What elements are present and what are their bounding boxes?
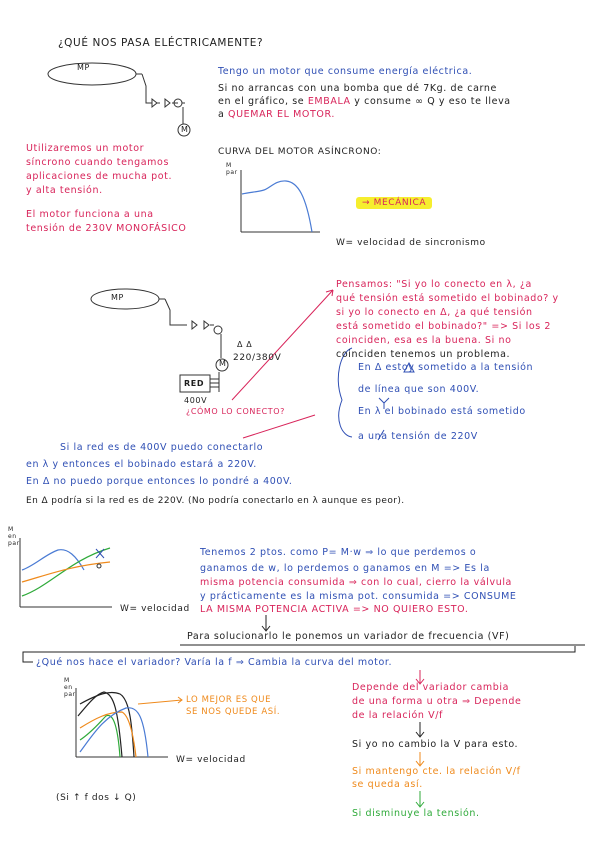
s2-blue-line-3: En Δ no puedo porque entonces lo pondré a 400V. bbox=[26, 476, 293, 487]
s4-orange-line-1: Si mantengo cte. la relación V/f bbox=[352, 766, 521, 777]
mecanica-highlight: → MECÁNICA bbox=[356, 198, 432, 209]
mejor-line-2: SE NOS QUEDE ASÍ. bbox=[186, 707, 281, 717]
s1-line-2: Si no arrancas con una bomba que dé 7Kg. de carne bbox=[218, 83, 497, 94]
pensamos-line-4: está sometido el bobinado?" => Si los 2 bbox=[336, 321, 552, 332]
s1-red-line-1: El motor funciona a una bbox=[26, 209, 154, 220]
axis-x-bottom: W= velocidad bbox=[176, 755, 246, 765]
s4-pink-line-2: de una forma u otra ⇒ Depende bbox=[352, 696, 522, 707]
star-line-2: a una tensión de 220V bbox=[358, 431, 478, 442]
axis-x-top: W= velocidad de sincronismo bbox=[336, 238, 486, 248]
mejor-line-1: LO MEJOR ES QUE bbox=[186, 695, 272, 705]
axis-x-mid: W= velocidad bbox=[120, 604, 190, 614]
pensamos-line-6: coinciden tenemos un problema. bbox=[336, 349, 511, 360]
s4-orange-line-2: se queda así. bbox=[352, 779, 423, 790]
s3-blue-line-1: Tenemos 2 ptos. como P= M·w ⇒ lo que perdemos o bbox=[200, 547, 477, 558]
quemar-word: QUEMAR EL MOTOR. bbox=[228, 109, 335, 120]
s1-pink-line-3: aplicaciones de mucha pot. bbox=[26, 171, 173, 182]
mp-diagram-top bbox=[48, 63, 190, 136]
motor-label-mid: M bbox=[219, 359, 227, 368]
pensamos-line-3: si yo lo conecto en Δ, ¿a qué tensión bbox=[336, 307, 533, 318]
pensamos-line-1: Pensamos: "Si yo lo conecto en λ, ¿a bbox=[336, 279, 532, 290]
s4-pink-line-3: de la relación V/f bbox=[352, 710, 443, 721]
s2-blue-line-1: Si la red es de 400V puedo conectarlo bbox=[60, 442, 264, 453]
s4-green-line: Si disminuye la tensión. bbox=[352, 808, 480, 819]
star-line-1: En λ el bobinado está sometido bbox=[358, 406, 526, 417]
pensamos-line-2: qué tensión está sometido el bobinado? y bbox=[336, 293, 559, 304]
s3-line-3: misma potencia consumida ⇒ con lo cual, cierro la válvula bbox=[200, 577, 512, 588]
s1-pink-line-1: Utilizaremos un motor bbox=[26, 143, 145, 154]
page-title: ¿QUÉ NOS PASA ELÉCTRICAMENTE? bbox=[58, 37, 264, 49]
delta-line-2: de línea que son 400V. bbox=[358, 384, 480, 395]
mp-diagram-mid bbox=[91, 289, 228, 392]
pensamos-line-5: coinciden, esa es la buena. Si no bbox=[336, 335, 512, 346]
axis-y-bottom: M en par bbox=[64, 677, 76, 699]
s3-red-line-5: LA MISMA POTENCIA ACTIVA => NO QUIERO ESTO. bbox=[200, 604, 469, 615]
curve-chart-top bbox=[241, 170, 320, 232]
v400-label: 400V bbox=[184, 396, 208, 405]
motor-label-top: M bbox=[181, 125, 189, 134]
s1-pink-line-2: síncrono cuando tengamos bbox=[26, 157, 170, 168]
s1-blue-line-1: Tengo un motor que consume energía eléctrica. bbox=[218, 66, 473, 77]
footnote: (Si ↑ f dos ↓ Q) bbox=[56, 793, 137, 803]
curve-chart-mid bbox=[20, 538, 112, 607]
axis-y-top: M par bbox=[226, 162, 238, 177]
embala-word: EMBALA bbox=[307, 96, 351, 107]
s1-pink-line-4: y alta tensión. bbox=[26, 185, 103, 196]
variador-question: ¿Qué nos hace el variador? Varía la f ⇒ Cambia la curva del motor. bbox=[36, 657, 393, 668]
voltage-label: 220/380V bbox=[233, 353, 282, 363]
solucion-line: Para solucionarlo le ponemos un variador de frecuencia (VF) bbox=[187, 631, 510, 642]
delta-line-1: En Δ estoy sometido a la tensión bbox=[358, 362, 534, 373]
s3-blue-line-2: ganamos de w, lo perdemos o ganamos en M => Es la bbox=[200, 563, 490, 574]
s4-pink-line-1: Depende del variador cambia bbox=[352, 682, 510, 693]
delta-symbols: Δ Δ bbox=[237, 340, 253, 349]
como-conecto: ¿CÓMO LO CONECTO? bbox=[186, 407, 286, 416]
s2-blue-line-2: en λ y entonces el bobinado estará a 220V. bbox=[26, 459, 257, 470]
s2-black-line: En Δ podría si la red es de 220V. (No podría conectarlo en λ aunque es peor). bbox=[26, 496, 405, 506]
s3-blue-line-4: y prácticamente es la misma pot. consumida => CONSUME bbox=[200, 591, 517, 602]
s4-black-line: Si yo no cambio la V para esto. bbox=[352, 739, 519, 750]
s1-line-3: en el gráfico, se EMBALA y consume ∞ Q y eso te lleva bbox=[218, 96, 511, 107]
mp-label-mid: MP bbox=[111, 293, 124, 302]
s1-red-line-2: tensión de 230V MONOFÁSICO bbox=[26, 223, 187, 234]
mp-label-top: MP bbox=[77, 63, 90, 72]
axis-y-mid: M en par bbox=[8, 526, 20, 548]
red-box-label: RED bbox=[184, 379, 205, 388]
curve-chart-bottom bbox=[76, 688, 182, 757]
s1-line-4: a QUEMAR EL MOTOR. bbox=[218, 109, 335, 120]
curve-title: CURVA DEL MOTOR ASÍNCRONO: bbox=[218, 147, 382, 157]
